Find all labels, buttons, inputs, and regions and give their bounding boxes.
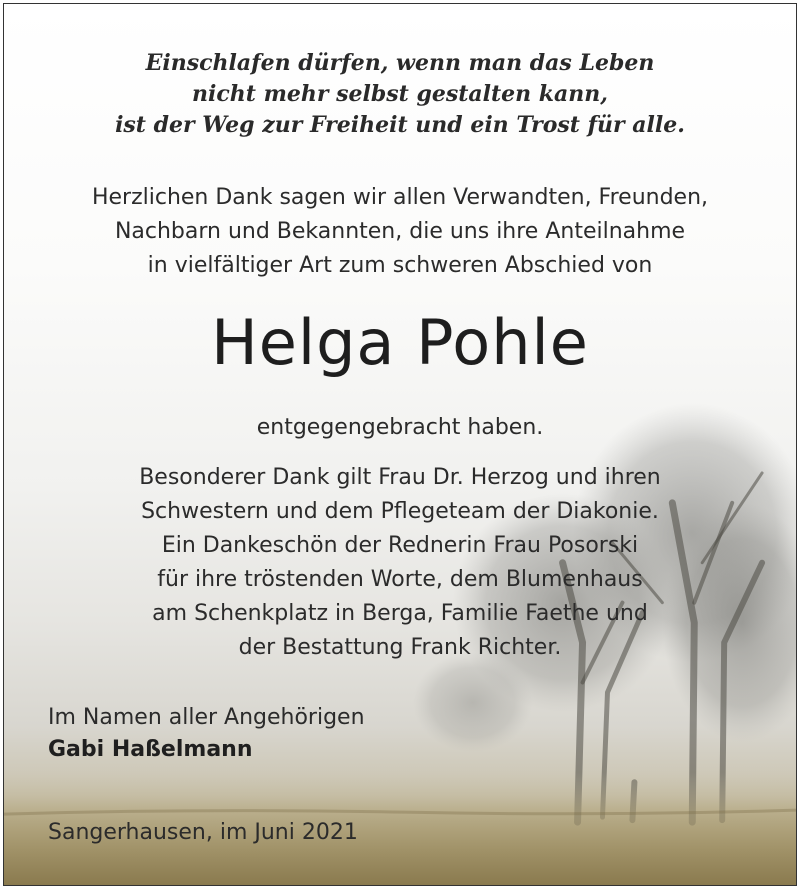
obituary-card (3, 3, 797, 886)
motto-quote (4, 48, 796, 141)
special-thanks-line: der Bestattung Frank Richter. (238, 635, 562, 660)
signature-name: Gabi Haßelmann (48, 737, 253, 762)
special-thanks-line: Schwestern und dem Pflegeteam der Diakonie. (141, 499, 659, 524)
special-thanks-line: am Schenkplatz in Berga, Familie Faethe und (152, 601, 648, 626)
motto-line: ist der Weg zur Freiheit und ein Trost für alle. (115, 112, 685, 138)
special-thanks-line: Ein Dankeschön der Rednerin Frau Posorski (161, 533, 639, 558)
special-thanks-line: für ihre tröstenden Worte, dem Blumenhaus (157, 567, 643, 592)
place-and-date: Sangerhausen, im Juni 2021 (48, 820, 358, 845)
special-thanks-paragraph (4, 461, 796, 665)
motto-line: nicht mehr selbst gestalten kann, (192, 81, 608, 107)
deceased-name: Helga Pohle (211, 306, 589, 379)
signature-intro: Im Namen aller Angehörigen (48, 705, 365, 730)
thanks-paragraph (4, 181, 796, 283)
thanks-line: Herzlichen Dank sagen wir allen Verwandten, Freunden, (91, 185, 709, 210)
thanks-line: in vielfältiger Art zum schweren Abschied von (147, 253, 653, 278)
thanks-line: Nachbarn und Bekannten, die uns ihre Anteilnahme (114, 219, 686, 244)
special-thanks-line: Besonderer Dank gilt Frau Dr. Herzog und ihren (139, 465, 661, 490)
motto-line: Einschlafen dürfen, wenn man das Leben (145, 50, 655, 76)
after-name-text: entgegengebracht haben. (256, 415, 544, 440)
